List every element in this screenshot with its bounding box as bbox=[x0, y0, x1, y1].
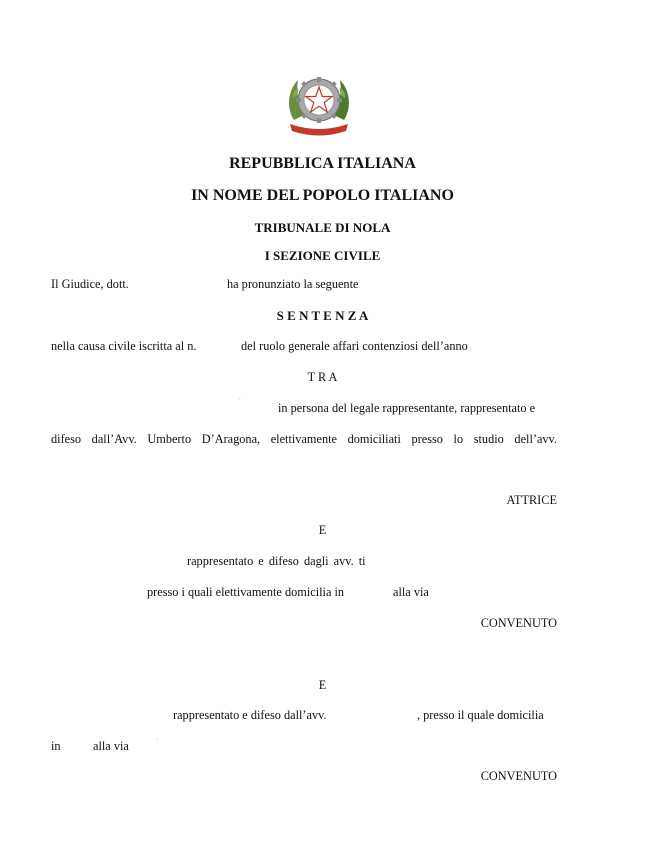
conjunction-1: E bbox=[318, 523, 327, 537]
judge-suffix: ha pronunziato la seguente bbox=[227, 277, 359, 291]
document-subtitle: IN NOME DEL POPOLO ITALIANO bbox=[191, 187, 454, 204]
party3-line1-a: rappresentato e difeso dall’avv. bbox=[173, 708, 327, 722]
judge-prefix: Il Giudice, dott. bbox=[51, 277, 129, 291]
party2-line2-a: presso i quali elettivamente domicilia in bbox=[147, 585, 345, 599]
party3-line2-b: alla via bbox=[93, 739, 129, 753]
party2-line1: rappresentato e difeso dagli avv. ti bbox=[187, 554, 366, 568]
between-heading: T R A bbox=[307, 370, 338, 384]
party2-line2-b: alla via bbox=[393, 585, 429, 599]
court-name: TRIBUNALE DI NOLA bbox=[254, 220, 391, 235]
party1-line2: difeso dall’Avv. Umberto D’Aragona, elettivamente domiciliati presso lo studio dell’avv. bbox=[51, 432, 557, 446]
role-plaintiff: ATTRICE bbox=[506, 493, 557, 507]
case-prefix: nella causa civile iscritta al n. bbox=[51, 339, 197, 353]
party1-line1: in persona del legale rappresentante, rappresentato e bbox=[278, 401, 536, 415]
party3-line2-a: in bbox=[51, 739, 61, 753]
party3-line1-b: , presso il quale domicilia bbox=[417, 708, 544, 722]
role-defendant-1: CONVENUTO bbox=[480, 616, 557, 630]
sentence-heading: S E N T E N Z A bbox=[276, 308, 369, 323]
role-defendant-2: CONVENUTO bbox=[480, 769, 557, 783]
redaction-mark: ˜ bbox=[238, 397, 241, 406]
conjunction-2: E bbox=[318, 678, 327, 692]
emblem-icon bbox=[284, 68, 354, 138]
court-section: I SEZIONE CIVILE bbox=[264, 248, 381, 263]
document-title: REPUBBLICA ITALIANA bbox=[229, 155, 416, 172]
case-suffix: del ruolo generale affari contenziosi dell’anno bbox=[241, 339, 468, 353]
redaction-mark: ˜ bbox=[156, 737, 159, 746]
